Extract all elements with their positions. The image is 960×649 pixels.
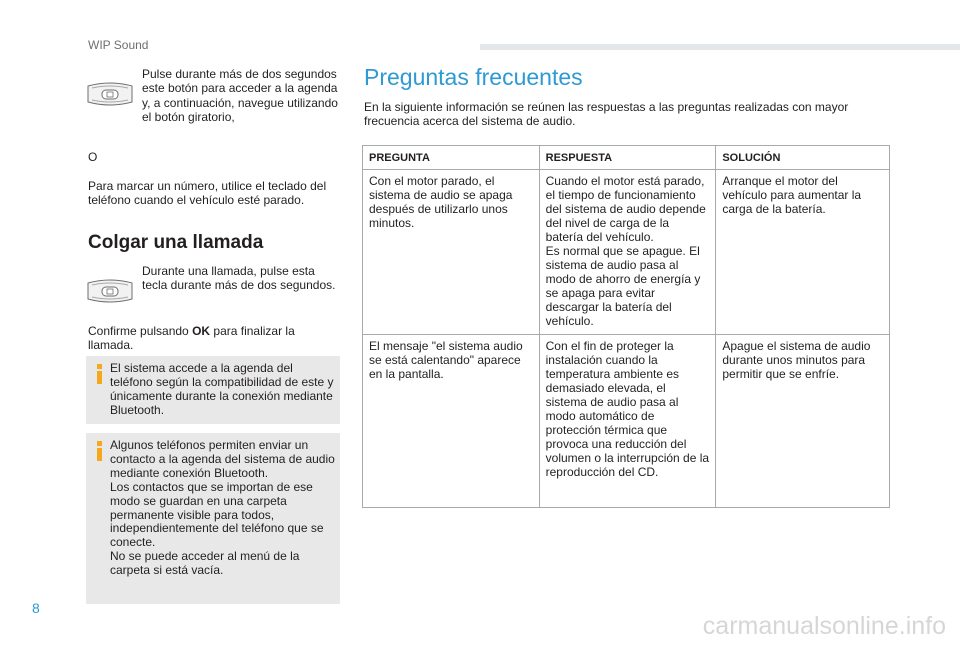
- header-label: WIP Sound: [88, 38, 149, 52]
- faq-title: Preguntas frecuentes: [364, 64, 583, 90]
- faq-header-question: PREGUNTA: [363, 146, 540, 170]
- info-icon: [97, 441, 102, 461]
- hangup-heading: Colgar una llamada: [88, 232, 264, 253]
- hangup-button-text: Durante una llamada, pulse esta tecla durante más de dos segundos.: [142, 264, 336, 293]
- info-box-agenda: [86, 356, 340, 424]
- info-text-contacts: Algunos teléfonos permiten enviar un contacto a la agenda del sistema de audio mediante conexión Bluetooth. Los contactos que se importan de ese modo se guardan en una carpeta permanente visible para todos, independientemente del teléfono que se conecte. No se puede acceder al menú de la carpeta si está vacía.: [110, 438, 335, 578]
- table-row: [363, 170, 890, 335]
- faq-header-solution: SOLUCIÓN: [716, 146, 890, 170]
- faq-solution: Apague el sistema de audio durante unos minutos para permitir que se enfríe.: [716, 335, 890, 508]
- steering-button-icon: [86, 279, 134, 303]
- header-bar: [480, 44, 960, 50]
- info-box-contacts: [86, 433, 340, 604]
- info-icon: [97, 364, 102, 384]
- table-row: [363, 335, 890, 508]
- faq-answer: Cuando el motor está parado, el tiempo de funcionamiento del sistema de audio depende del nivel de carga de la batería del vehículo. Es normal que se apague. El sistema de audio pasa al modo de ahorro de energía y se apaga para evitar descargar la batería del vehículo.: [539, 170, 716, 335]
- info-text-agenda: El sistema accede a la agenda del teléfono según la compatibilidad de este y únicamente durante la conexión mediante Bluetooth.: [110, 361, 334, 417]
- confirm-text: Confirme pulsando OK para finalizar la llamada.: [88, 324, 295, 353]
- steering-button-icon: [86, 82, 134, 106]
- faq-header-row: [363, 146, 890, 170]
- faq-table: [362, 145, 890, 508]
- faq-question: Con el motor parado, el sistema de audio se apaga después de utilizarlo unos minutos.: [363, 170, 540, 335]
- page-number: 8: [32, 600, 40, 616]
- faq-question: El mensaje "el sistema audio se está calentando" aparece en la pantalla.: [363, 335, 540, 508]
- watermark: carmanualsonline.info: [702, 612, 946, 640]
- dial-instructions: Para marcar un número, utilice el teclado del teléfono cuando el vehículo esté parado.: [88, 179, 327, 208]
- faq-header-answer: RESPUESTA: [539, 146, 716, 170]
- faq-intro: En la siguiente información se reúnen las respuestas a las preguntas realizadas con mayor frecuencia acerca del sistema de audio.: [364, 100, 849, 129]
- faq-answer: Con el fin de proteger la instalación cuando la temperatura ambiente es demasiado elevada, el sistema de audio pasa al modo automático de protección térmica que provoca una reducción del volumen o la interrupción de la reproducción del CD.: [539, 335, 716, 508]
- hold-button-text: Pulse durante más de dos segundos este botón para acceder a la agenda y, a continuación, navegue utilizando el botón giratorio,: [142, 67, 338, 124]
- faq-solution: Arranque el motor del vehículo para aumentar la carga de la batería.: [716, 170, 890, 335]
- or-text: O: [88, 150, 98, 164]
